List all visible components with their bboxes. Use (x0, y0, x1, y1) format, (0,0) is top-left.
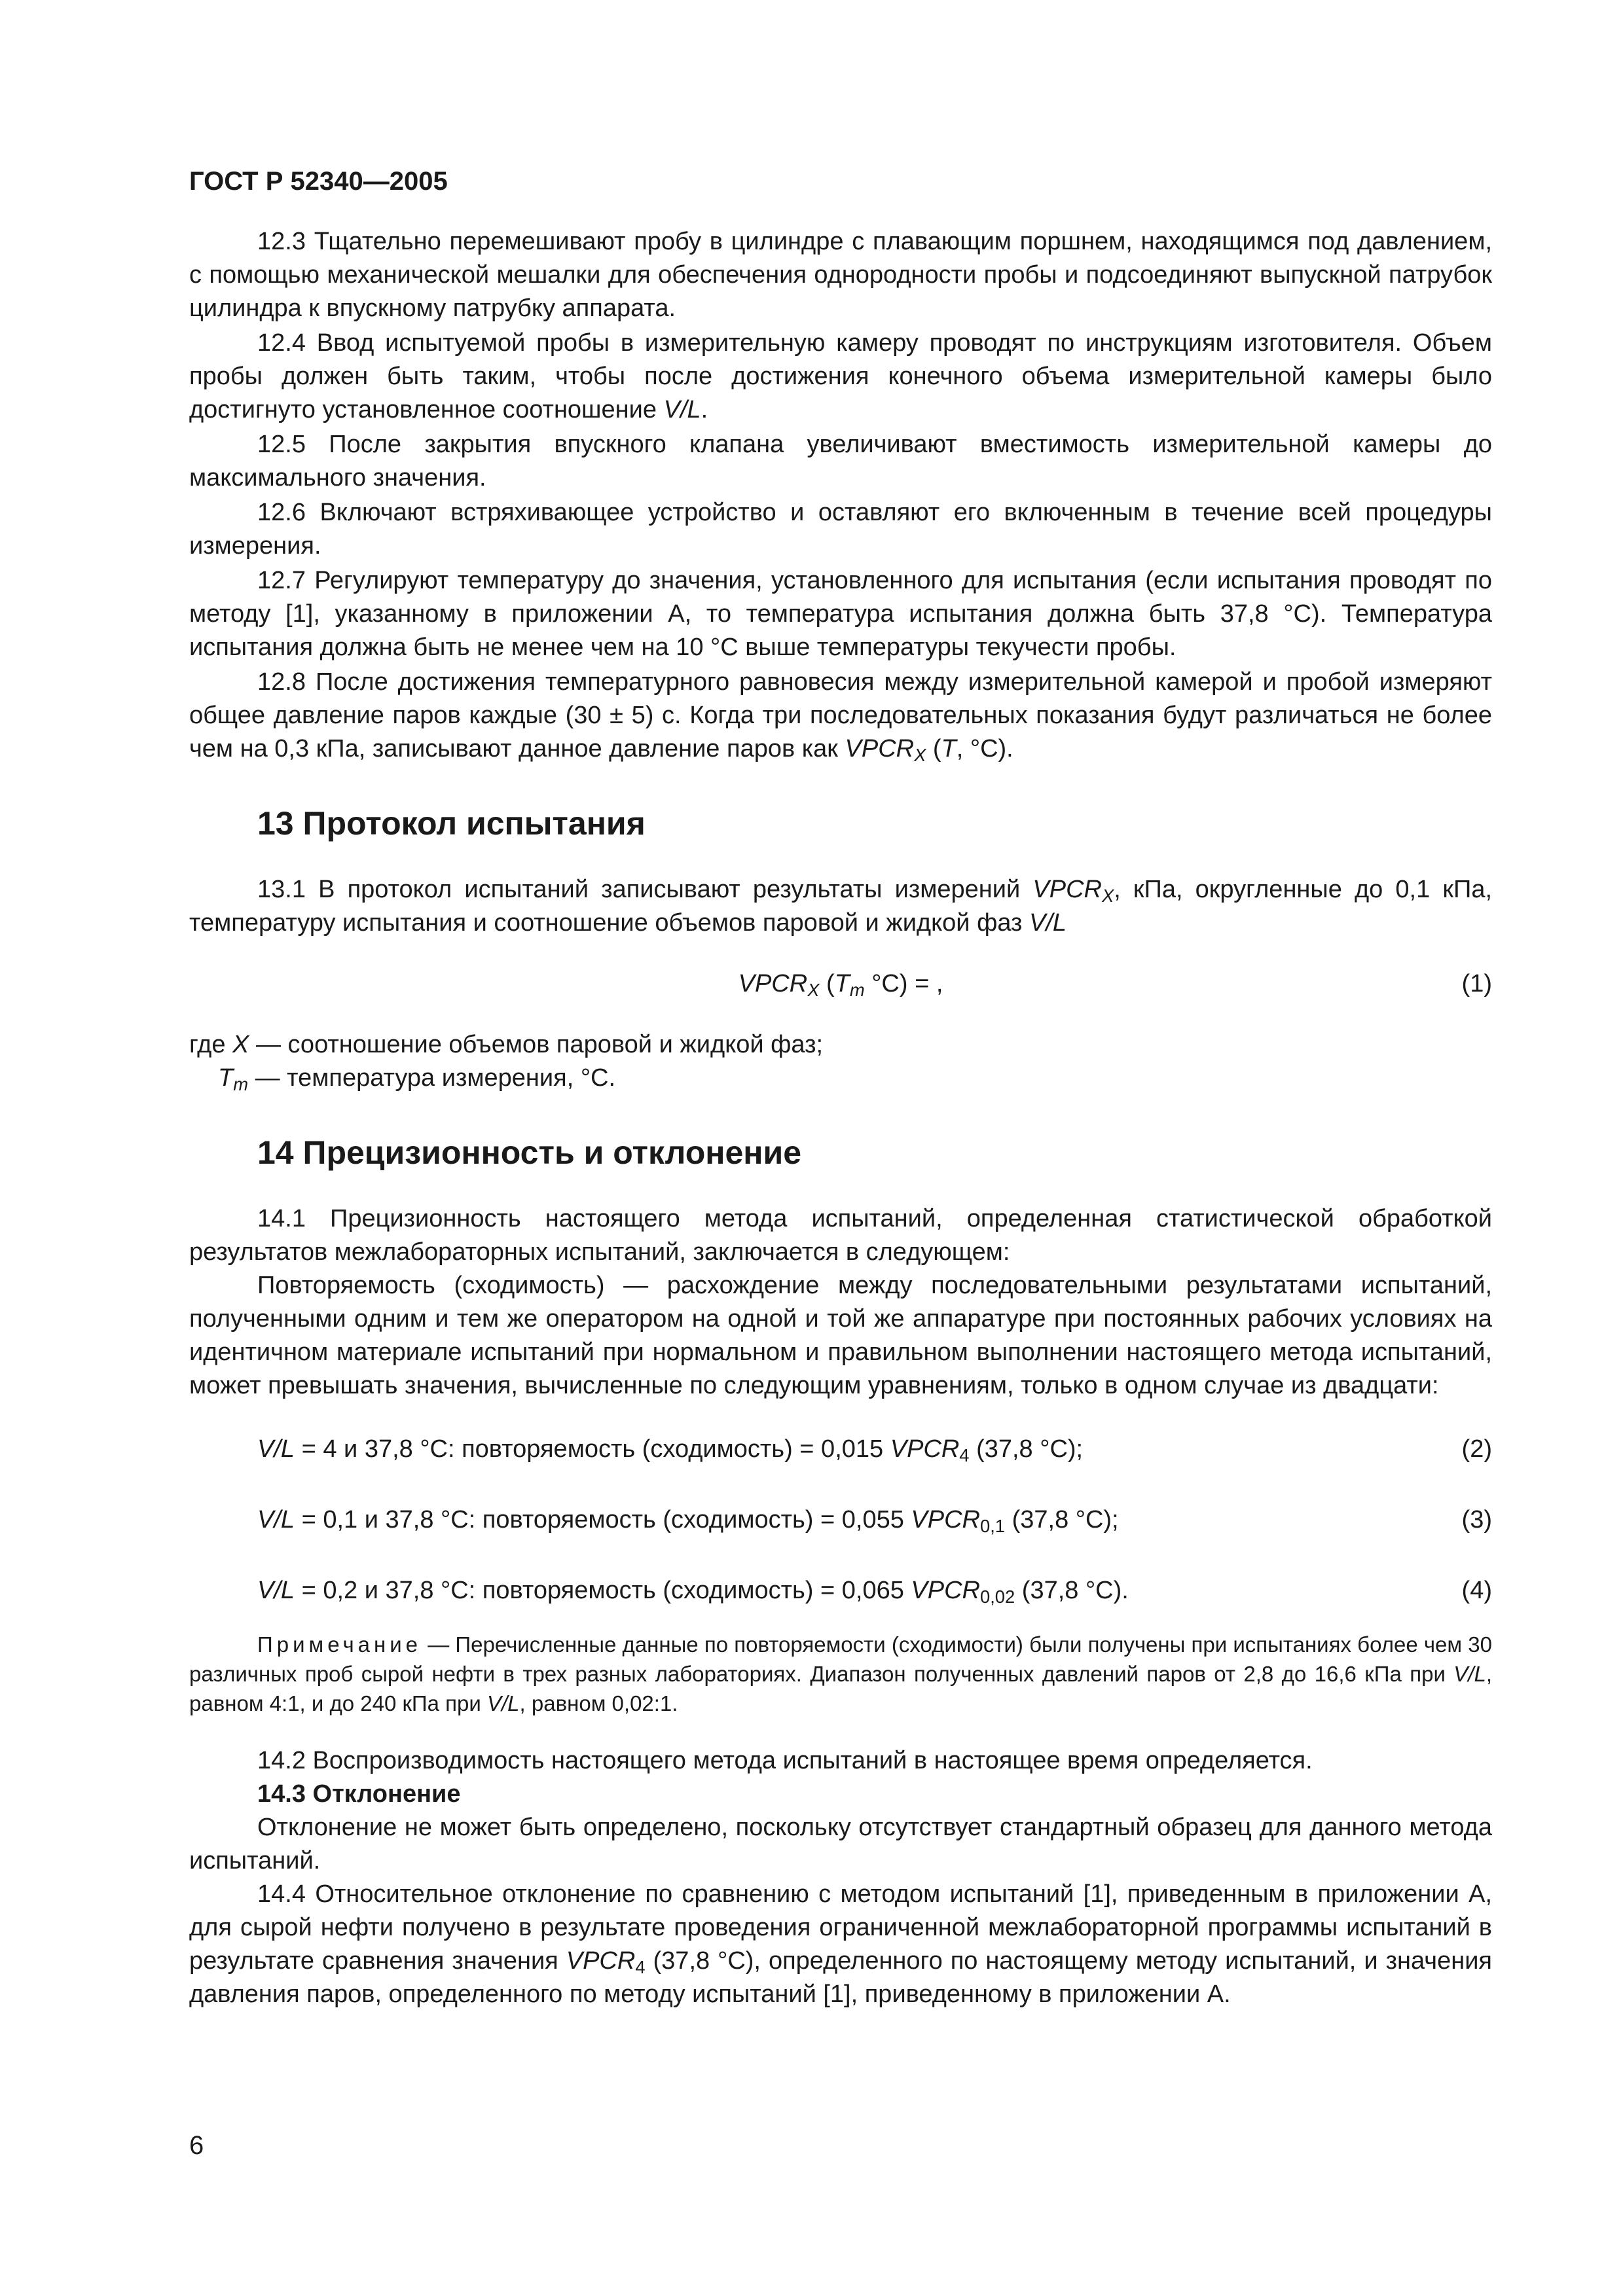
note-label: Примечание (257, 1632, 422, 1657)
formula-1-expression: $VPCR_X$ ($T_m$ °С) = , (738, 970, 943, 1000)
formula-3-number: (3) (1461, 1506, 1492, 1534)
formula-4-expression: V/L = 0,2 и 37,8 °С: повторяемость (сходимость) = 0,065 $VPCR_{0,02}$ (37,8 °С). (257, 1577, 1129, 1607)
temperature-symbol: T (941, 735, 957, 762)
section-14-heading: 14 Прецизионность и отклонение (257, 1134, 802, 1171)
paragraph-12-4-text: 12.4 Ввод испытуемой пробы в измерительную камеру проводят по инструкциям изготовителя. Объем пробы должен быть таким, чтобы после достижения конечного объема измерительной камеры было достигнуто установленное соотношение (189, 329, 1492, 423)
vpcr-symbol: VPCR (1032, 876, 1102, 903)
page-number: 6 (189, 2131, 204, 2160)
paragraph-12-5: 12.5 После закрытия впускного клапана увеличивают вместимость измерительной камеры до максимального значения. (189, 431, 1492, 492)
paragraph-12-3: 12.3 Тщательно перемешивают пробу в цилиндре с плавающим поршнем, находящимся под давлением, с помощью механической мешалки для обеспечения однородности пробы и подсоединяют выпускной патрубок цилиндра к впускному патрубку аппарата. (189, 228, 1492, 322)
paragraph-14-4: 14.4 Относительное отклонение по сравнению с методом испытаний [1], приведенным в приложении А, для сырой нефти получено в результате проведения ограниченной межлабораторной программы испытаний в результате сравнения значения $VPCR_4$ (37,8 °С), определенного по настоящему методу испытаний, и значения давления паров, определенного по методу испытаний [1], приведенному в приложении А. (189, 1880, 1492, 2008)
formula-legend (189, 1028, 1492, 1095)
vpcr-subscript: X (1101, 885, 1114, 906)
paragraph-12-4 (189, 327, 1492, 427)
paragraph-repeatability: Повторяемость (сходимость) — расхождение между последовательными результатами испытаний, полученными одним и тем же оператором на одной и той же аппаратуре при постоянных рабочих условиях на идентичном материале испытаний при нормальном и правильном выполнении настоящего метода испытаний, может превышать значения, вычисленные по следующим уравнениям, только в одном случае из двадцати: (189, 1272, 1492, 1399)
formula-2-expression: V/L = 4 и 37,8 °С: повторяемость (сходимость) = 0,015 $VPCR_4$ (37,8 °С); (257, 1435, 1084, 1465)
section-13 (189, 873, 1492, 1095)
legend-tm: $T_m$ — температура измерения, °С. (218, 1064, 616, 1094)
paragraph-14-1: 14.1 Прецизионность настоящего метода испытаний, определенная статистической обработкой результатов межлабораторных испытаний, заключается в следующем: (189, 1205, 1492, 1266)
paragraph-12-4-end: . (701, 396, 708, 423)
paragraph-12-7: 12.7 Регулируют температуру до значения, установленного для испытания (если испытания проводят по методу [1], указанному в приложении А, то температура испытания должна быть 37,8 °С). Температура испытания должна быть не менее чем на 10 °С выше температуры текучести пробы. (189, 567, 1492, 661)
note: Примечание — Перечисленные данные по повторяемости (сходимости) были получены при испытаниях более чем 30 различных проб сырой нефти в трех разных лабораториях. Диапазон полученных давлений паров от 2,8 до 16,6 кПа при V/L, равном 4:1, и до 240 кПа при V/L, равном 0,02:1. (189, 1632, 1492, 1715)
formula-1-number: (1) (1461, 970, 1492, 997)
paragraph-14-2: 14.2 Воспроизводимость настоящего метода испытаний в настоящее время определяется. (257, 1747, 1313, 1774)
vpcr-subscript: X (914, 744, 926, 765)
legend-x: где X — соотношение объемов паровой и жидкой фаз; (189, 1031, 824, 1058)
formula-3-expression: V/L = 0,1 и 37,8 °С: повторяемость (сходимость) = 0,055 $VPCR_{0,1}$ (37,8 °С); (257, 1506, 1119, 1536)
document-header: ГОСТ Р 52340—2005 (189, 167, 448, 196)
vpcr-symbol: VPCR (845, 735, 915, 762)
paragraph-14-3: Отклонение не может быть определено, поскольку отсутствует стандартный образец для данного метода испытаний. (189, 1814, 1492, 1874)
formula-4 (189, 1574, 1492, 1607)
paragraph-12-8: 12.8 После достижения температурного равновесия между измерительной камерой и пробой измеряют общее давление паров каждые (30 ± 5) с. Когда три последовательных показания будут различаться не более чем на 0,3 кПа, записывают данное давление паров как $VPCR_X$ (T, °С). (189, 668, 1492, 765)
document-body (189, 225, 1492, 2011)
section-13-heading: 13 Протокол испытания (257, 805, 646, 842)
paragraph-13-1: 13.1 В протокол испытаний записывают результаты измерений $VPCR_X$, кПа, округленные до 0,1 кПа, температуру испытания и соотношение объемов паровой и жидкой фаз V/L (189, 876, 1493, 937)
vl-symbol: V/L (1029, 909, 1067, 937)
vl-symbol: V/L (663, 396, 701, 423)
formula-1 (189, 967, 1492, 1001)
formula-2-number: (2) (1461, 1435, 1492, 1463)
section-12 (189, 225, 1492, 766)
formula-4-number: (4) (1461, 1577, 1492, 1604)
paragraph-12-8-text: 12.8 После достижения температурного равновесия между измерительной камерой и пробой измеряют общее давление паров каждые (30 ± 5) с. Когда три последовательных показания будут различаться не более чем на 0,3 кПа, записывают данное давление паров как (189, 668, 1492, 762)
section-14 (189, 1202, 1492, 2011)
paragraph-12-6: 12.6 Включают встряхивающее устройство и оставляют его включенным в течение всей процедуры измерения. (189, 499, 1492, 560)
formula-3 (189, 1503, 1492, 1537)
subheading-14-3: 14.3 Отклонение (257, 1780, 461, 1808)
formula-2 (189, 1433, 1492, 1466)
